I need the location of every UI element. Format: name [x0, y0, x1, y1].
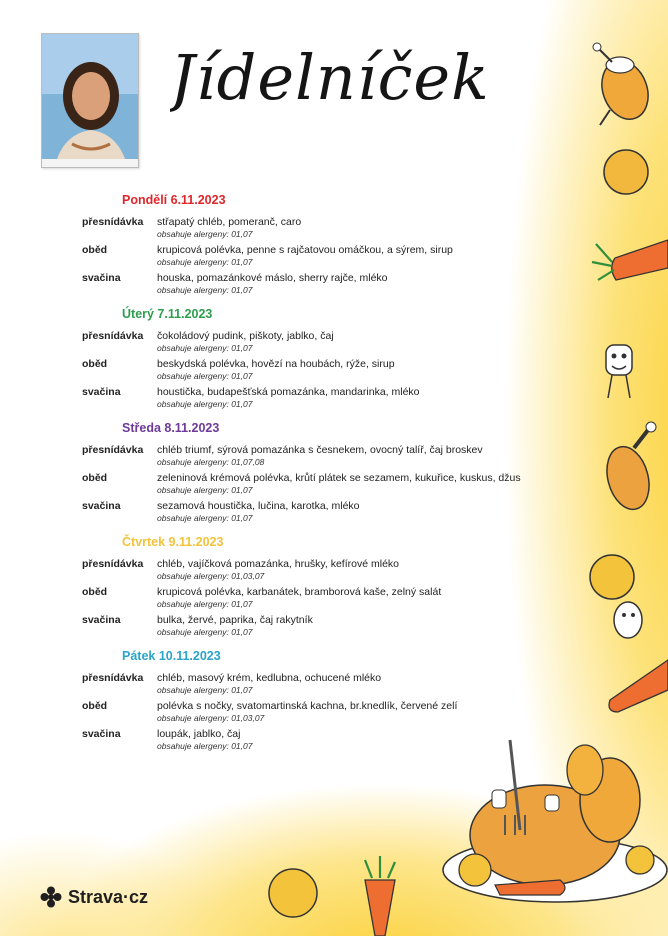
day-thursday [82, 535, 582, 637]
meal-row [82, 728, 582, 751]
meal-label: svačina [82, 386, 121, 398]
meal-row [82, 216, 582, 239]
meal-allergens: obsahuje alergeny: 01,07 [157, 741, 253, 751]
meal-body [157, 216, 582, 239]
meal-description: chléb, masový krém, kedlubna, ochucené mléko [157, 672, 382, 684]
meal-label: oběd [82, 472, 108, 484]
page-title: Jídelníček [170, 41, 490, 114]
meal-row [82, 386, 582, 409]
meal-body [157, 244, 582, 267]
meal-body [157, 472, 582, 495]
cook-portrait [41, 33, 139, 168]
strava-logo[interactable] [40, 886, 148, 908]
meal-allergens: obsahuje alergeny: 01,07 [157, 257, 253, 267]
page-title-script [170, 14, 490, 134]
meal-label: přesnídávka [82, 672, 144, 684]
meal-label: oběd [82, 358, 108, 370]
meal-description: bulka, žervé, paprika, čaj rakytník [157, 614, 313, 626]
meal-row [82, 244, 582, 267]
meal-allergens: obsahuje alergeny: 01,07 [157, 513, 253, 523]
meal-description: chléb, vajíčková pomazánka, hrušky, kefírové mléko [157, 558, 399, 570]
day-title: Čtvrtek 9.11.2023 [122, 535, 224, 549]
strava-brand-text: Strava·cz [68, 886, 149, 907]
meal-label: oběd [82, 244, 108, 256]
meal-body [157, 386, 582, 409]
meal-body [157, 700, 582, 723]
meal-row [82, 586, 582, 609]
meal-description: chléb triumf, sýrová pomazánka s česnekem, ovocný talíř, čaj broskev [157, 444, 483, 456]
meal-allergens: obsahuje alergeny: 01,07 [157, 229, 253, 239]
meal-allergens: obsahuje alergeny: 01,03,07 [157, 713, 265, 723]
meal-description: houska, pomazánkové máslo, sherry rajče, mléko [157, 272, 388, 284]
weekly-menu [82, 193, 582, 763]
meal-body [157, 728, 582, 751]
meal-label: oběd [82, 586, 108, 598]
meal-body [157, 672, 582, 695]
meal-label: oběd [82, 700, 108, 712]
portrait-image [42, 34, 139, 168]
meal-label: přesnídávka [82, 558, 144, 570]
meal-body [157, 444, 582, 467]
meal-label: svačina [82, 614, 121, 626]
day-tuesday [82, 307, 582, 409]
meal-row [82, 500, 582, 523]
meal-body [157, 330, 582, 353]
day-monday [82, 193, 582, 295]
meal-row [82, 558, 582, 581]
meal-allergens: obsahuje alergeny: 01,07 [157, 343, 253, 353]
meal-allergens: obsahuje alergeny: 01,07,08 [157, 457, 265, 467]
strava-flower-icon [40, 886, 62, 908]
day-title: Středa 8.11.2023 [122, 421, 220, 435]
meal-allergens: obsahuje alergeny: 01,07 [157, 627, 253, 637]
meal-allergens: obsahuje alergeny: 01,07 [157, 371, 253, 381]
meal-row [82, 614, 582, 637]
day-title: Pondělí 6.11.2023 [122, 193, 226, 207]
meal-description: houstička, budapešťská pomazánka, mandarinka, mléko [157, 386, 420, 398]
meal-body [157, 586, 582, 609]
day-title: Pátek 10.11.2023 [122, 649, 221, 663]
meal-body [157, 272, 582, 295]
meal-label: svačina [82, 500, 121, 512]
meal-row [82, 672, 582, 695]
meal-row [82, 358, 582, 381]
meal-row [82, 472, 582, 495]
meal-description: krupicová polévka, karbanátek, bramborová kaše, zelný salát [157, 586, 442, 598]
day-friday [82, 649, 582, 751]
meal-body [157, 558, 582, 581]
meal-row [82, 700, 582, 723]
meal-description: čokoládový pudink, piškoty, jablko, čaj [157, 330, 334, 342]
meal-allergens: obsahuje alergeny: 01,07 [157, 485, 253, 495]
meal-body [157, 500, 582, 523]
meal-allergens: obsahuje alergeny: 01,07 [157, 685, 253, 695]
day-title: Úterý 7.11.2023 [122, 307, 213, 321]
meal-label: svačina [82, 728, 121, 740]
meal-row [82, 330, 582, 353]
meal-description: sezamová houstička, lučina, karotka, mléko [157, 500, 360, 512]
meal-body [157, 614, 582, 637]
meal-row [82, 272, 582, 295]
day-wednesday [82, 421, 582, 523]
meal-allergens: obsahuje alergeny: 01,03,07 [157, 571, 265, 581]
meal-allergens: obsahuje alergeny: 01,07 [157, 285, 253, 295]
meal-body [157, 358, 582, 381]
meal-description: krupicová polévka, penne s rajčatovou omáčkou, a sýrem, sirup [157, 244, 453, 256]
meal-allergens: obsahuje alergeny: 01,07 [157, 399, 253, 409]
meal-description: beskydská polévka, hovězí na houbách, rýže, sirup [157, 358, 395, 370]
meal-label: přesnídávka [82, 330, 144, 342]
meal-label: přesnídávka [82, 444, 144, 456]
meal-description: zeleninová krémová polévka, krůtí plátek se sezamem, kukuřice, kuskus, džus [157, 472, 521, 484]
meal-label: svačina [82, 272, 121, 284]
meal-row [82, 444, 582, 467]
meal-description: loupák, jablko, čaj [157, 728, 241, 740]
meal-description: polévka s nočky, svatomartinská kachna, br.knedlík, červené zelí [157, 700, 458, 712]
meal-description: střapatý chléb, pomeranč, caro [157, 216, 302, 228]
meal-allergens: obsahuje alergeny: 01,07 [157, 599, 253, 609]
meal-label: přesnídávka [82, 216, 144, 228]
